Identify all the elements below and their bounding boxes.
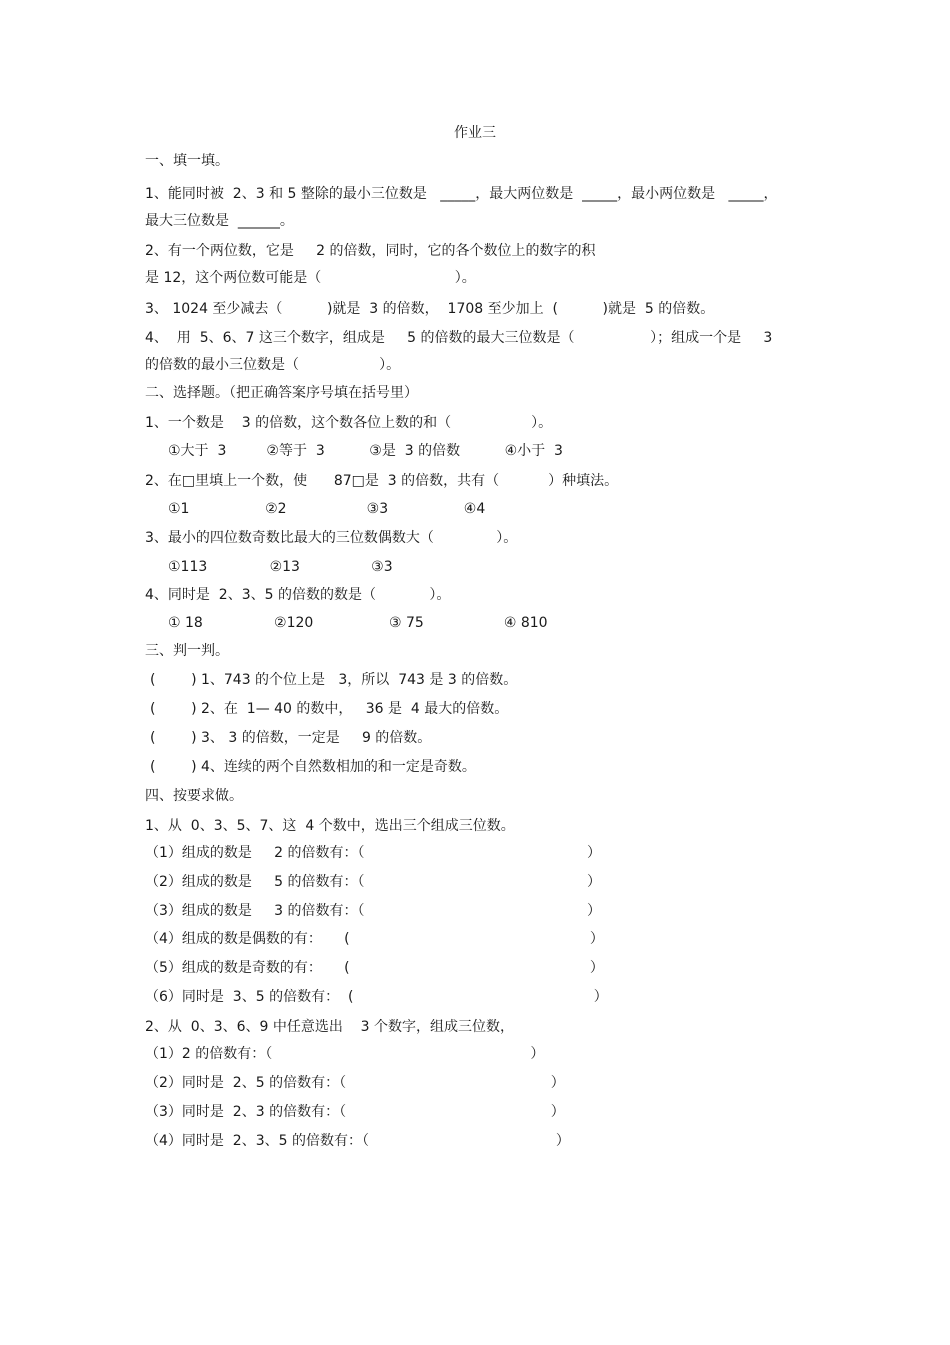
- question-line: 3、 1024 至少减去（ )就是 3 的倍数， 1708 至少加上 ( )就是 5 的倍数。: [145, 301, 715, 317]
- answer-line: （3）同时是 2、3 的倍数有：（ ）: [145, 1104, 565, 1120]
- answer-line: （2）组成的数是 5 的倍数有：（ ）: [145, 874, 602, 890]
- question-line: 2、从 0、3、6、9 中任意选出 3 个数字，组成三位数，: [145, 1019, 515, 1035]
- options-line: ①1 ②2 ③3 ④4: [168, 501, 486, 517]
- options-line: ①113 ②13 ③3: [168, 559, 393, 575]
- answer-line: （3）组成的数是 3 的倍数有：（ ）: [145, 903, 602, 919]
- answer-line: （4）组成的数是偶数的有： ( ）: [145, 931, 604, 947]
- question-line: 2、有一个两位数，它是 2 的倍数，同时，它的各个数位上的数字的积: [145, 243, 596, 259]
- question-line: 4、 用 5、6、7 这三个数字，组成是 5 的倍数的最大三位数是（ ）；组成一个是 3: [145, 330, 773, 346]
- question-line: 是 12，这个两位数可能是（ ）。: [145, 270, 476, 286]
- options-line: ① 18 ②120 ③ 75 ④ 810: [168, 615, 548, 631]
- question-line: 1、从 0、3、5、7、这 4 个数中，选出三个组成三位数。: [145, 818, 515, 834]
- answer-line: （1）组成的数是 2 的倍数有：（ ）: [145, 845, 602, 861]
- section-heading-4: 四、按要求做。: [145, 788, 243, 804]
- options-line: ①大于 3 ②等于 3 ③是 3 的倍数 ④小于 3: [168, 443, 563, 459]
- answer-line: （1）2 的倍数有：（ ）: [145, 1046, 545, 1062]
- question-line: 1、一个数是 3 的倍数，这个数各位上数的和（ ）。: [145, 415, 553, 431]
- judgment-line: ( ) 3、 3 的倍数，一定是 9 的倍数。: [150, 730, 432, 746]
- judgment-line: ( ) 1、743 的个位上是 3，所以 743 是 3 的倍数。: [150, 672, 518, 688]
- answer-line: （4）同时是 2、3、5 的倍数有：（ ）: [145, 1133, 570, 1149]
- section-heading-3: 三、判一判。: [145, 643, 229, 659]
- judgment-line: ( ) 4、连续的两个自然数相加的和一定是奇数。: [150, 759, 476, 775]
- answer-line: （6）同时是 3、5 的倍数有： ( ）: [145, 989, 608, 1005]
- page-title: 作业三: [454, 125, 496, 141]
- question-line: 最大三位数是 ______。: [145, 213, 294, 229]
- section-heading-2: 二、选择题。（把正确答案序号填在括号里）: [145, 385, 418, 401]
- answer-line: （5）组成的数是奇数的有： ( ）: [145, 960, 604, 976]
- question-line: 1、能同时被 2、3 和 5 整除的最小三位数是 _____，最大两位数是 _____，最小两位数是 _____，: [145, 186, 778, 202]
- section-heading-1: 一、填一填。: [145, 153, 229, 169]
- question-line: 4、同时是 2、3、5 的倍数的数是（ ）。: [145, 587, 451, 603]
- question-line: 3、最小的四位数奇数比最大的三位数偶数大（ ）。: [145, 530, 518, 546]
- answer-line: （2）同时是 2、5 的倍数有：（ ）: [145, 1075, 565, 1091]
- question-line: 的倍数的最小三位数是（ ）。: [145, 357, 401, 373]
- judgment-line: ( ) 2、在 1— 40 的数中， 36 是 4 最大的倍数。: [150, 701, 509, 717]
- question-line: 2、在□里填上一个数，使 87□是 3 的倍数，共有（ ）种填法。: [145, 473, 619, 489]
